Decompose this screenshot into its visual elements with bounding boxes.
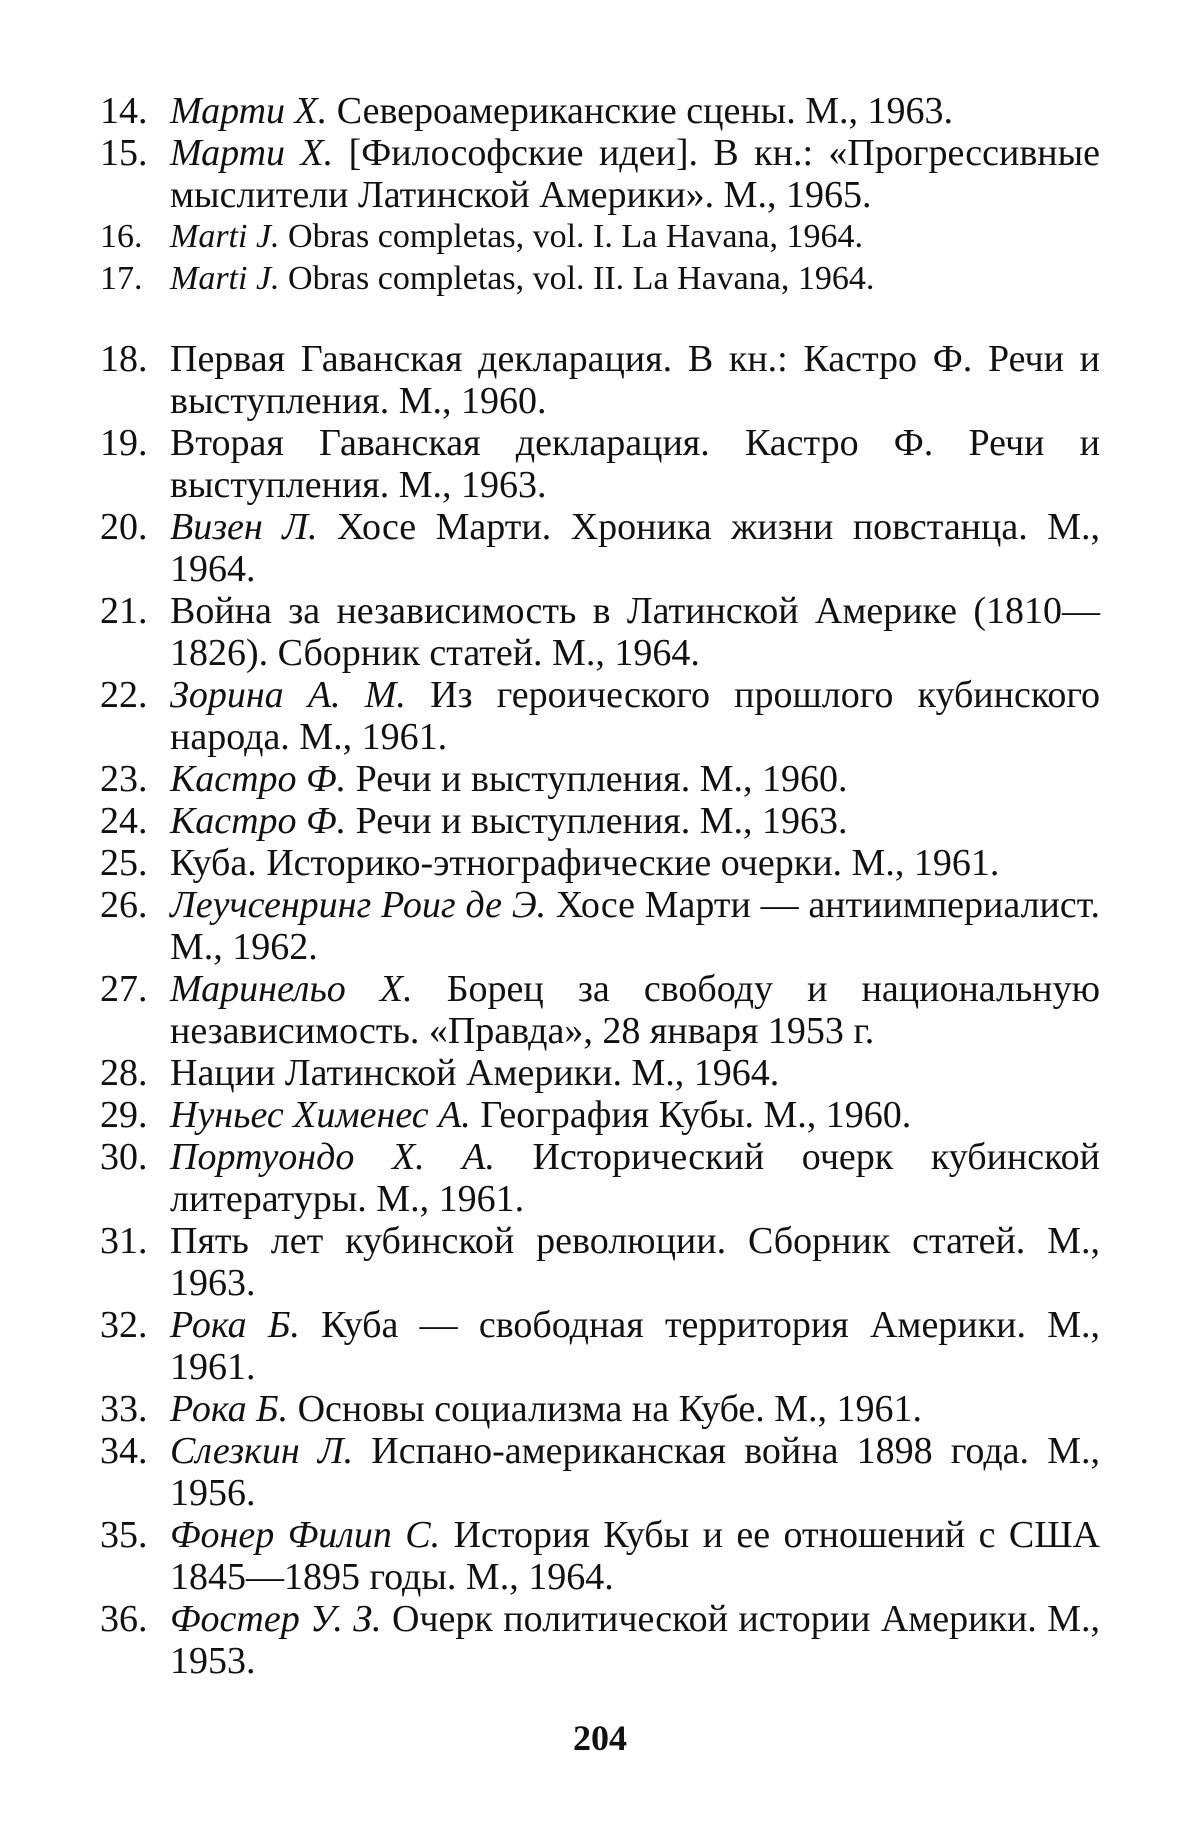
reference-text: География Кубы. М., 1960. bbox=[480, 1094, 912, 1136]
reference-text: История Кубы и ее отношений с США 1845—1895 годы. М., 1964. bbox=[170, 1514, 1101, 1598]
reference-list bbox=[100, 90, 1100, 1682]
reference-number: 29. bbox=[100, 1094, 148, 1136]
reference-item bbox=[100, 1598, 1100, 1682]
reference-text: Хосе Марти. Хроника жизни повстанца. М., 1964. bbox=[170, 506, 1100, 590]
reference-text: Пять лет кубинской революции. Сборник статей. М., 1963. bbox=[170, 1220, 1100, 1304]
reference-author: Визен Л. bbox=[170, 506, 318, 548]
reference-number: 25. bbox=[100, 842, 148, 884]
reference-author: Фонер Филип С. bbox=[170, 1514, 441, 1556]
reference-text: Речи и выступления. М., 1963. bbox=[355, 800, 848, 842]
reference-author: Фостер У. З. bbox=[170, 1598, 382, 1640]
reference-text: Североамериканские сцены. М., 1963. bbox=[336, 90, 954, 132]
reference-number: 16. bbox=[100, 218, 143, 255]
reference-number: 17. bbox=[100, 260, 143, 297]
reference-number: 23. bbox=[100, 758, 148, 800]
reference-number: 32. bbox=[100, 1304, 148, 1346]
reference-text: Очерк политической истории Америки. М., 1953. bbox=[170, 1598, 1101, 1682]
reference-author: Леучсенринг Роиг де Э. bbox=[170, 884, 547, 926]
reference-text: Речи и выступления. М., 1960. bbox=[355, 758, 848, 800]
reference-text: Война за независимость в Латинской Америке (1810—1826). Сборник статей. М., 1964. bbox=[170, 590, 1100, 674]
reference-item bbox=[100, 90, 1100, 132]
reference-number: 27. bbox=[100, 968, 148, 1010]
reference-number: 21. bbox=[100, 590, 148, 632]
reference-number: 20. bbox=[100, 506, 148, 548]
reference-item bbox=[100, 1136, 1100, 1220]
reference-item bbox=[100, 1052, 1100, 1094]
reference-author: Зорина А. М. bbox=[170, 674, 406, 716]
reference-author: Marti J. bbox=[170, 260, 280, 297]
reference-number: 30. bbox=[100, 1136, 148, 1178]
reference-item bbox=[100, 1388, 1100, 1430]
reference-item bbox=[100, 258, 1100, 300]
reference-item bbox=[100, 132, 1100, 216]
reference-item bbox=[100, 1094, 1100, 1136]
reference-item bbox=[100, 1304, 1100, 1388]
reference-item bbox=[100, 968, 1100, 1052]
reference-number: 14. bbox=[100, 90, 148, 132]
reference-item bbox=[100, 758, 1100, 800]
reference-text: Хосе Марти — антиимпериалист. М., 1962. bbox=[170, 884, 1100, 968]
reference-item bbox=[100, 674, 1100, 758]
reference-number: 33. bbox=[100, 1388, 148, 1430]
reference-text: [Философские идеи]. В кн.: «Прогрессивные мыслители Латинской Америки». М., 1965. bbox=[170, 132, 1100, 216]
reference-item bbox=[100, 338, 1100, 422]
reference-author: Марти Х. bbox=[170, 90, 328, 132]
reference-author: Слезкин Л. bbox=[170, 1430, 354, 1472]
reference-number: 24. bbox=[100, 800, 148, 842]
reference-text: Первая Гаванская декларация. В кн.: Кастро Ф. Речи и выступления. М., 1960. bbox=[170, 338, 1100, 422]
reference-author: Рока Б. bbox=[170, 1388, 289, 1430]
page-number: 204 bbox=[573, 1718, 627, 1758]
reference-item bbox=[100, 1430, 1100, 1514]
reference-number: 35. bbox=[100, 1514, 148, 1556]
reference-item bbox=[100, 422, 1100, 506]
reference-text: Obras completas, vol. II. La Havana, 1964. bbox=[288, 260, 875, 297]
reference-item bbox=[100, 842, 1100, 884]
reference-text: Основы социализма на Кубе. М., 1961. bbox=[297, 1388, 923, 1430]
reference-text: Нации Латинской Америки. М., 1964. bbox=[170, 1052, 780, 1094]
reference-number: 15. bbox=[100, 132, 148, 174]
reference-text: Obras completas, vol. I. La Havana, 1964. bbox=[288, 218, 864, 255]
reference-item bbox=[100, 800, 1100, 842]
reference-number: 28. bbox=[100, 1052, 148, 1094]
reference-number: 34. bbox=[100, 1430, 148, 1472]
bibliography-page bbox=[100, 90, 1100, 1682]
reference-text: Вторая Гаванская декларация. Кастро Ф. Речи и выступления. М., 1963. bbox=[170, 422, 1100, 506]
reference-number: 18. bbox=[100, 338, 148, 380]
reference-author: Кастро Ф. bbox=[170, 800, 347, 842]
reference-item bbox=[100, 1514, 1100, 1598]
reference-text: Куба. Историко-этнографические очерки. М., 1961. bbox=[170, 842, 1000, 884]
reference-item bbox=[100, 1220, 1100, 1304]
reference-text: Исторический очерк кубинской литературы. М., 1961. bbox=[170, 1136, 1100, 1220]
reference-item bbox=[100, 506, 1100, 590]
reference-text: Куба — свободная территория Америки. М., 1961. bbox=[170, 1304, 1100, 1388]
reference-text: Испано-американская война 1898 года. М., 1956. bbox=[170, 1430, 1100, 1514]
reference-item bbox=[100, 590, 1100, 674]
reference-author: Кастро Ф. bbox=[170, 758, 347, 800]
reference-author: Рока Б. bbox=[170, 1304, 300, 1346]
reference-number: 22. bbox=[100, 674, 148, 716]
reference-item bbox=[100, 216, 1100, 258]
reference-number: 26. bbox=[100, 884, 148, 926]
reference-author: Портуондо Х. А. bbox=[170, 1136, 495, 1178]
reference-text: Борец за свободу и национальную независимость. «Правда», 28 января 1953 г. bbox=[170, 968, 1100, 1052]
reference-number: 31. bbox=[100, 1220, 148, 1262]
reference-number: 19. bbox=[100, 422, 148, 464]
reference-text: Из героического прошлого кубинского народа. М., 1961. bbox=[170, 674, 1101, 758]
reference-author: Marti J. bbox=[170, 218, 280, 255]
reference-author: Нуньес Хименес А. bbox=[170, 1094, 471, 1136]
reference-author: Маринельо Х. bbox=[170, 968, 413, 1010]
reference-item bbox=[100, 884, 1100, 968]
reference-number: 36. bbox=[100, 1598, 148, 1640]
reference-author: Марти Х. bbox=[170, 132, 334, 174]
